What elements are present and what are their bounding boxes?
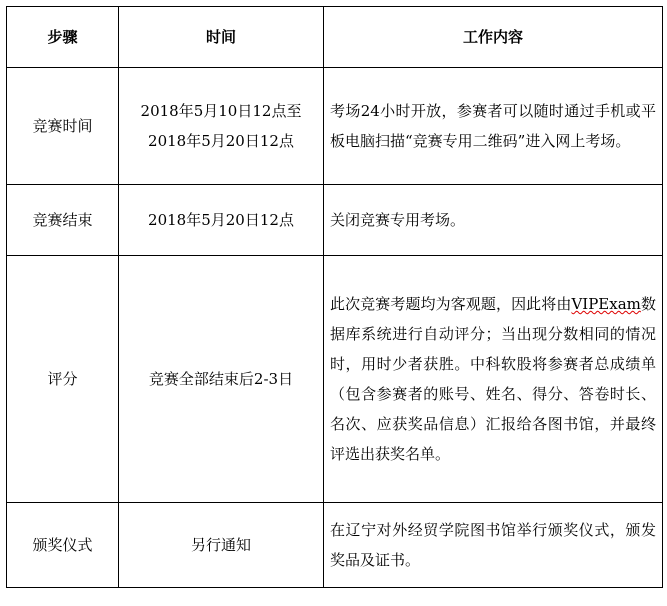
header-step: 步骤	[7, 7, 119, 68]
schedule-table	[6, 6, 663, 588]
header-row	[7, 7, 663, 68]
content-cell: 考场24小时开放，参赛者可以随时通过手机或平板电脑扫描“竞赛专用二维码”进入网上考场。	[324, 68, 663, 185]
table-row	[7, 185, 663, 256]
time-line: 2018年5月10日12点至	[140, 102, 302, 120]
step-cell: 竞赛结束	[7, 185, 119, 256]
content-cell: 在辽宁对外经贸学院图书馆举行颁奖仪式，颁发奖品及证书。	[324, 503, 663, 588]
time-cell: 2018年5月20日12点	[119, 185, 324, 256]
step-cell: 颁奖仪式	[7, 503, 119, 588]
time-cell: 竞赛全部结束后2-3日	[119, 256, 324, 503]
content-text: 数据库系统进行自动评分；当出现分数相同的情况时，用时少者获胜。中科软股将参赛者总成绩单（包含参赛者的账号、姓名、得分、答卷时长、名次、应获奖品信息）汇报给各图书馆，并最终评选出获奖名单。	[330, 295, 656, 463]
step-cell: 竞赛时间	[7, 68, 119, 185]
time-cell	[119, 68, 324, 185]
content-cell	[324, 256, 663, 503]
time-line: 2018年5月20日12点	[148, 132, 294, 150]
header-time: 时间	[119, 7, 324, 68]
header-content: 工作内容	[324, 7, 663, 68]
table-row	[7, 256, 663, 503]
table-row	[7, 68, 663, 185]
content-cell: 关闭竞赛专用考场。	[324, 185, 663, 256]
table-row	[7, 503, 663, 588]
spellcheck-term: VIPExam	[571, 295, 641, 313]
content-text: 此次竞赛考题均为客观题，因此将由	[330, 295, 572, 313]
time-cell: 另行通知	[119, 503, 324, 588]
step-cell: 评分	[7, 256, 119, 503]
